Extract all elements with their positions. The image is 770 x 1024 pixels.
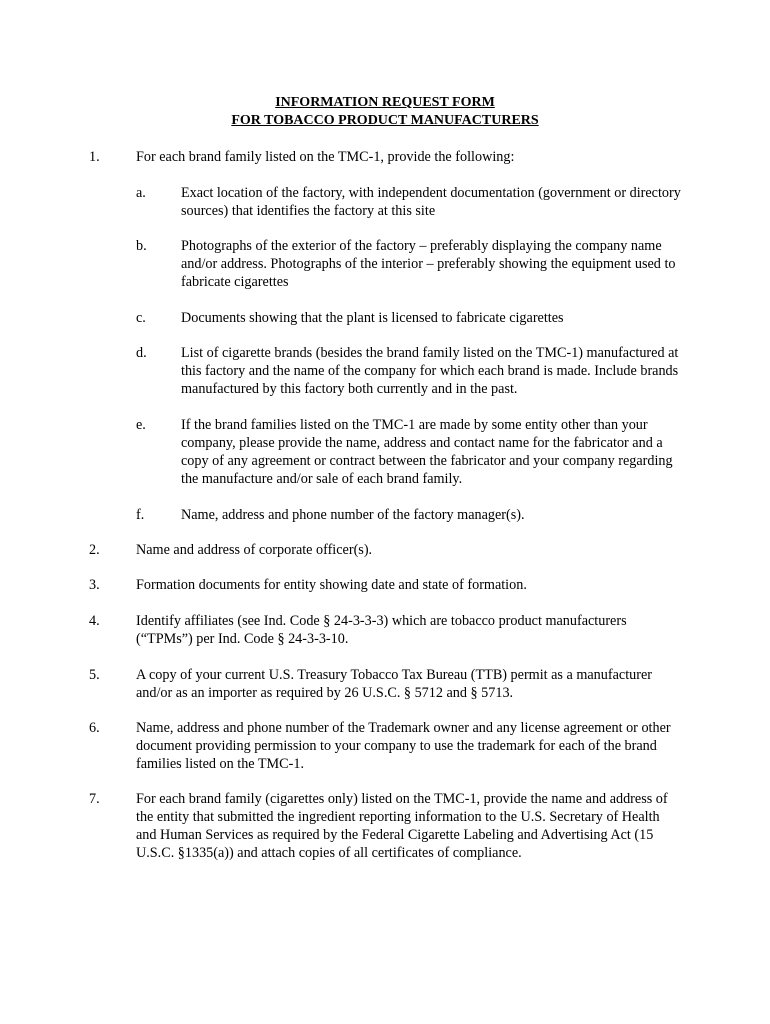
sub-item-text: Documents showing that the plant is licensed to fabricate cigarettes: [181, 310, 564, 326]
sub-item-text: List of cigarette brands (besides the brand family listed on the TMC-1) manufactured at this factory and the name of the company for which each brand is made. Include brands manufactured by this factory both currently and in the past.: [181, 345, 679, 397]
item-text: Name, address and phone number of the Trademark owner and any license agreement or other document providing permission to your company to use the trademark for each of the brand families listed on the TMC-1.: [136, 720, 671, 772]
item-number: 2.: [89, 542, 100, 558]
item-number: 6.: [89, 720, 100, 736]
sub-item-text: Photographs of the exterior of the factory – preferably displaying the company name and/or address. Photographs of the interior – preferably showing the equipment used to fabricate cigarettes: [181, 238, 676, 290]
form-title-line2: FOR TOBACCO PRODUCT MANUFACTURERS: [231, 113, 539, 128]
item-number: 7.: [89, 791, 100, 807]
sub-item-letter: b.: [136, 238, 147, 254]
item-text: For each brand family listed on the TMC-1, provide the following:: [136, 149, 515, 165]
form-title-line1: INFORMATION REQUEST FORM: [275, 95, 495, 110]
sub-item-text: Exact location of the factory, with independent documentation (government or directory sources) that identifies the factory at this site: [181, 185, 681, 219]
sub-item-letter: a.: [136, 185, 146, 201]
item-number: 3.: [89, 577, 100, 593]
sub-item-letter: e.: [136, 417, 146, 433]
item-number: 1.: [89, 149, 100, 165]
sub-item-letter: c.: [136, 310, 146, 326]
item-text: Identify affiliates (see Ind. Code § 24-3-3-3) which are tobacco product manufacturers (“TPMs”) per Ind. Code § 24-3-3-10.: [136, 613, 627, 647]
sub-item-text: If the brand families listed on the TMC-1 are made by some entity other than your company, please provide the name, address and contact name for the fabricator and a copy of any agreement or contract between the fabricator and your company regarding the manufacture and/or sale of each brand family.: [181, 417, 673, 487]
item-text: Name and address of corporate officer(s).: [136, 542, 373, 558]
item-text: For each brand family (cigarettes only) listed on the TMC-1, provide the name and address of the entity that submitted the ingredient reporting information to the U.S. Secretary of Health and Human Services as required by the Federal Cigarette Labeling and Advertising Act (15 U.S.C. §1335(a)) and attach copies of all certificates of compliance.: [136, 791, 668, 861]
sub-item-letter: f.: [136, 507, 145, 523]
sub-item-text: Name, address and phone number of the factory manager(s).: [181, 507, 525, 523]
item-number: 5.: [89, 667, 100, 683]
item-number: 4.: [89, 613, 100, 629]
item-text: A copy of your current U.S. Treasury Tobacco Tax Bureau (TTB) permit as a manufacturer and/or as an importer as required by 26 U.S.C. § 5712 and § 5713.: [136, 667, 652, 701]
item-text: Formation documents for entity showing date and state of formation.: [136, 577, 527, 593]
sub-item-letter: d.: [136, 345, 147, 361]
